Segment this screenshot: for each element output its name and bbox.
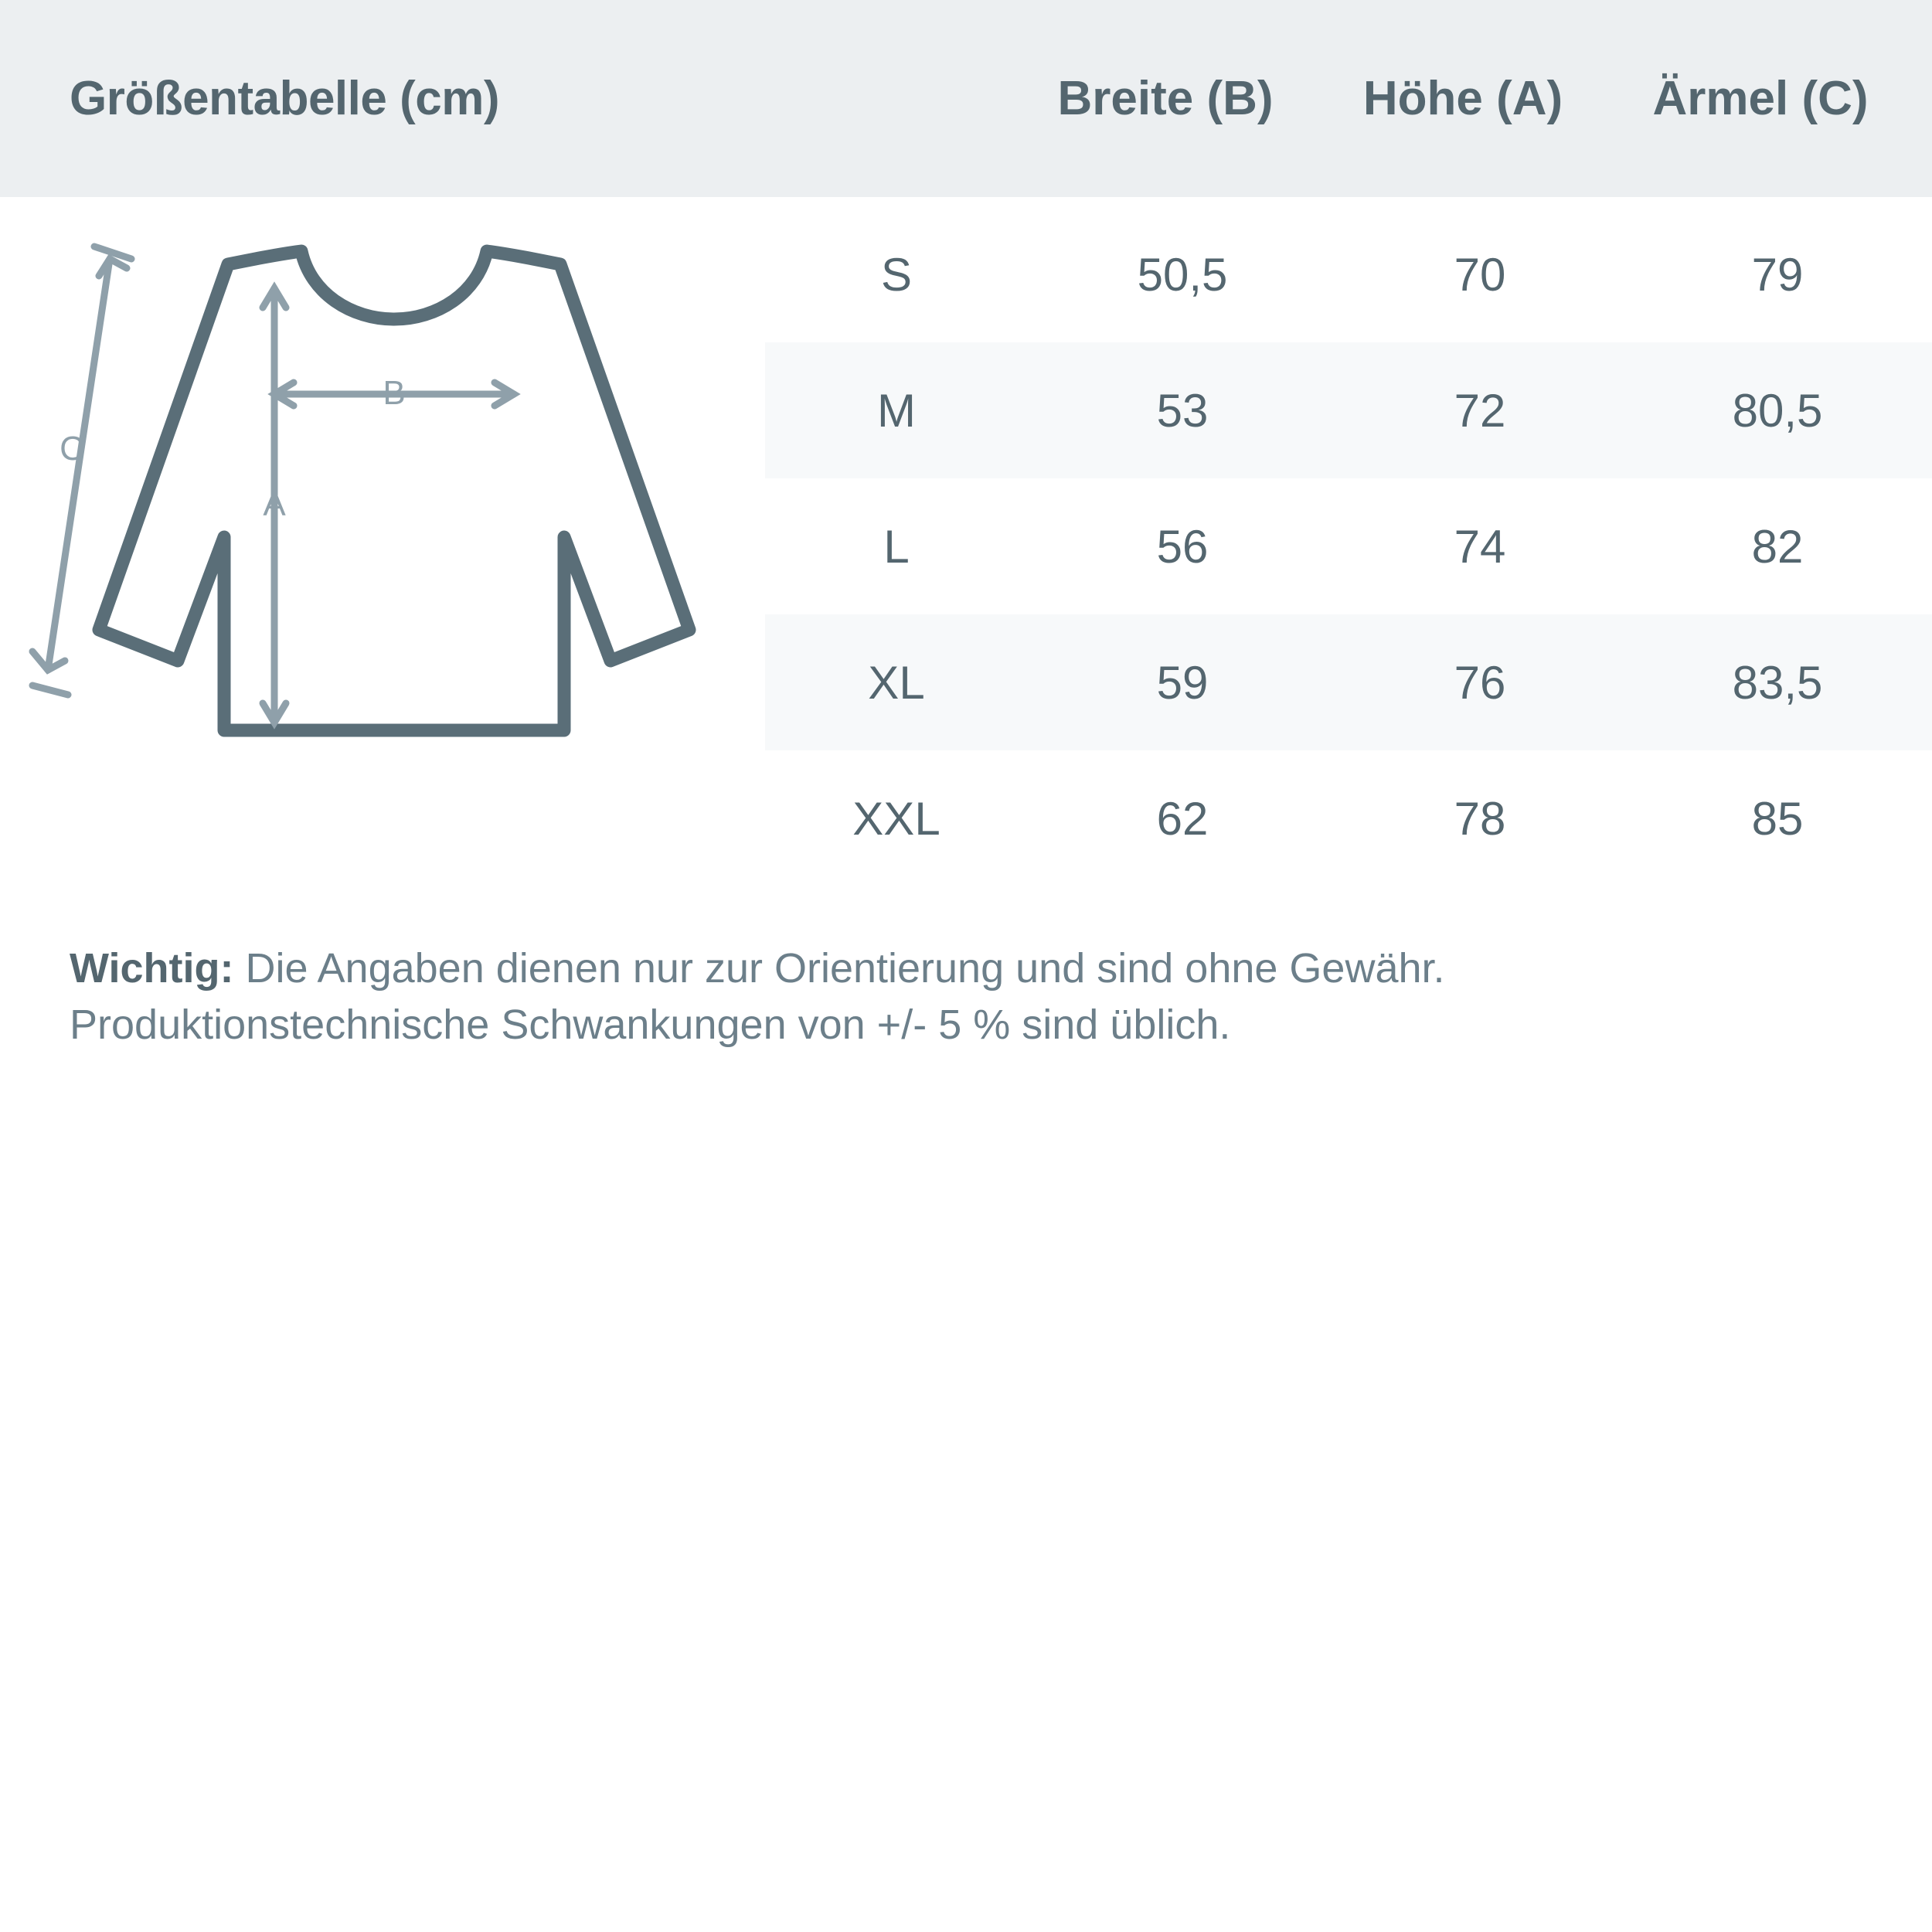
cell-width: 56: [1156, 520, 1209, 573]
cell-sleeve: 79: [1751, 248, 1804, 301]
table-row: [765, 206, 1932, 342]
disclaimer-note: [0, 886, 1932, 1053]
cell-sleeve: 80,5: [1732, 384, 1823, 437]
cell-height: 70: [1454, 248, 1506, 301]
disclaimer-label: Wichtig:: [70, 945, 234, 992]
table-row: [765, 342, 1932, 478]
cell-size: XL: [868, 656, 925, 709]
height-label: A: [263, 485, 286, 523]
cell-size: L: [883, 520, 910, 573]
column-header-height: Höhe (A): [1362, 72, 1563, 125]
cell-width: 62: [1156, 792, 1209, 845]
size-chart-body: [0, 197, 1932, 886]
cell-sleeve: 83,5: [1732, 656, 1823, 709]
cell-width: 53: [1156, 384, 1209, 437]
cell-size: S: [880, 248, 913, 301]
column-header-width: Breite (B): [1057, 72, 1274, 125]
cell-height: 78: [1454, 792, 1506, 845]
width-label: B: [383, 374, 406, 412]
cell-height: 74: [1454, 520, 1506, 573]
cell-sleeve: 85: [1751, 792, 1804, 845]
size-table: [765, 197, 1932, 886]
page-title: Größentabelle (cm): [70, 72, 499, 125]
table-row: [765, 614, 1932, 750]
column-headers: [1011, 71, 1932, 126]
column-header-sleeve: Ärmel (C): [1652, 72, 1869, 125]
cell-sleeve: 82: [1751, 520, 1804, 573]
garment-illustration: [0, 197, 765, 769]
cell-width: 50,5: [1137, 248, 1228, 301]
cell-width: 59: [1156, 656, 1209, 709]
disclaimer-text: Die Angaben dienen nur zur Orientierung und sind ohne Gewähr. Produktionstechnische Schwankungen von +/- 5 % sind üblich.: [70, 945, 1445, 1048]
sleeve-dimension-arrow: [32, 247, 131, 695]
sleeve-label: C: [60, 430, 84, 468]
table-row: [765, 750, 1932, 886]
long-sleeve-shirt-icon: [23, 228, 750, 769]
shirt-outline-path: [99, 251, 689, 730]
cell-size: M: [877, 384, 916, 437]
cell-height: 72: [1454, 384, 1506, 437]
cell-height: 76: [1454, 656, 1506, 709]
size-chart-header: [0, 0, 1932, 197]
table-row: [765, 478, 1932, 614]
cell-size: XXL: [852, 792, 940, 845]
